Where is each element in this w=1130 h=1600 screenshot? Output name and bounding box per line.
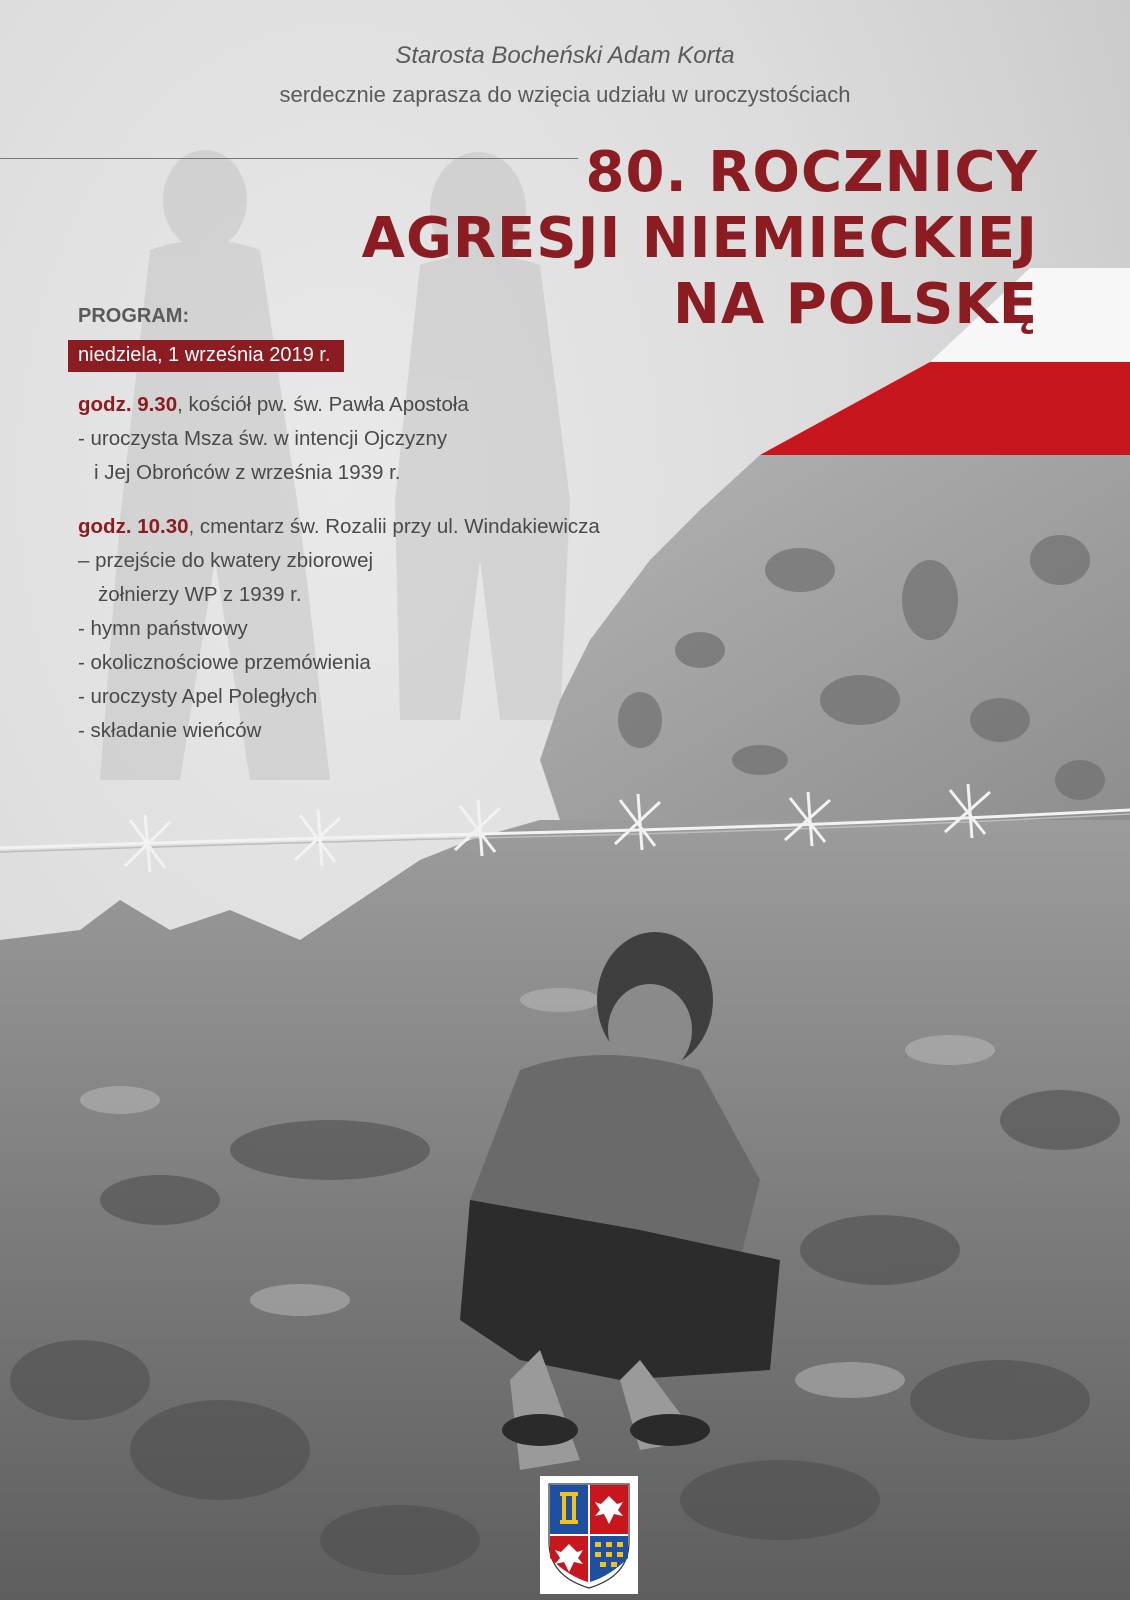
page-title xyxy=(362,140,1038,338)
crest-icon xyxy=(540,1476,638,1594)
event-2-item: - składanie wieńców xyxy=(78,719,262,742)
event-2-item: - hymn państwowy xyxy=(78,617,248,640)
title-line-3: NA POLSKĘ xyxy=(672,272,1038,337)
event-2-item: - uroczysty Apel Poległych xyxy=(78,685,318,708)
program-label: PROGRAM: xyxy=(78,305,190,327)
title-line-2: AGRESJI NIEMIECKIEJ xyxy=(361,206,1038,271)
date-badge: niedziela, 1 września 2019 r. xyxy=(68,340,344,372)
header-host: Starosta Bocheński Adam Korta xyxy=(395,42,735,69)
event-2-heading xyxy=(78,510,600,544)
event-1-time: godz. 9.30 xyxy=(78,393,178,416)
event-2-item: – przejście do kwatery zbiorowej xyxy=(78,549,374,572)
event-1 xyxy=(78,388,469,490)
event-1-heading xyxy=(78,388,469,422)
event-2 xyxy=(78,510,600,748)
event-2-item: - okolicznościowe przemówienia xyxy=(78,651,371,674)
torn-wall xyxy=(540,455,1130,820)
event-2-item: żołnierzy WP z 1939 r. xyxy=(98,583,302,606)
title-line-1: 80. ROCZNICY xyxy=(585,140,1038,205)
event-1-item: - uroczysta Msza św. w intencji Ojczyzny xyxy=(78,427,448,450)
event-2-place: , cmentarz św. Rozalii przy ul. Windakiewicza xyxy=(188,515,600,538)
event-1-item: i Jej Obrońców z września 1939 r. xyxy=(94,461,401,484)
event-2-time: godz. 10.30 xyxy=(78,515,189,538)
header-invitation: serdecznie zaprasza do wzięcia udziału w uroczystościach xyxy=(279,82,851,107)
event-1-place: , kościół pw. św. Pawła Apostoła xyxy=(177,393,469,416)
